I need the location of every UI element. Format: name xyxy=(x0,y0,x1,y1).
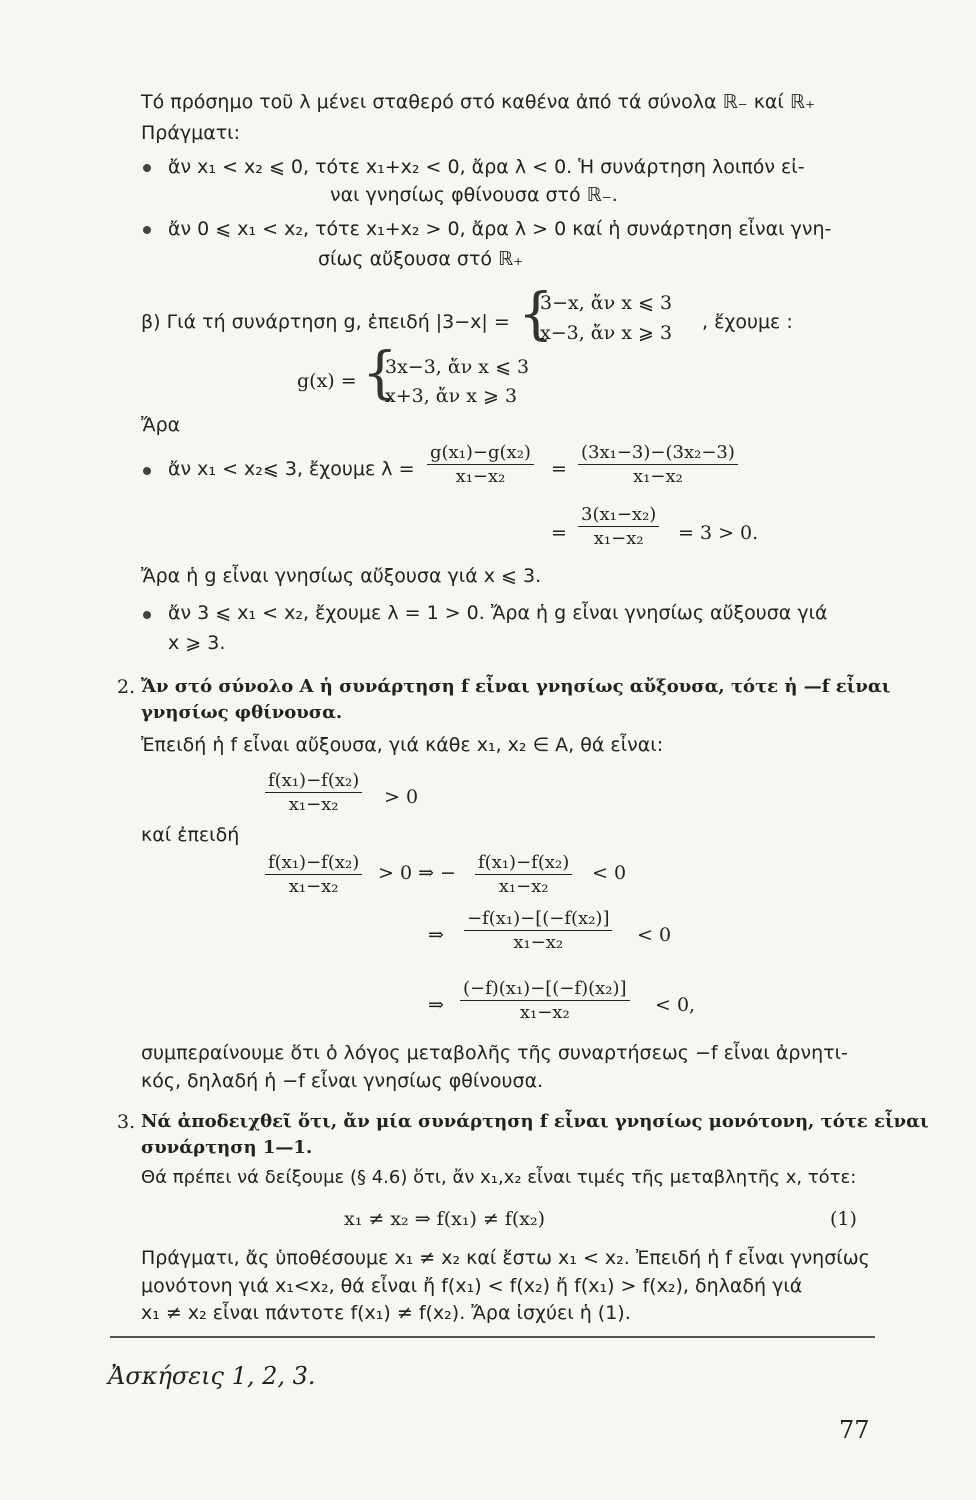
fraction xyxy=(460,978,630,1023)
fraction-denominator: x₁−x₂ xyxy=(455,466,506,487)
left-brace-icon: { xyxy=(362,341,398,406)
abs-case-2: x−3, ἄν x ⩾ 3 xyxy=(540,322,673,344)
fraction xyxy=(265,852,362,897)
section3-formula: x₁ ≠ x₂ ⇒ f(x₁) ≠ f(x₂) xyxy=(344,1208,546,1230)
fraction-numerator: (−f)(x₁)−[(−f)(x₂)] xyxy=(460,978,630,1001)
fraction-denominator: x₁−x₂ xyxy=(498,876,549,897)
fraction xyxy=(427,442,534,487)
section3-title-1: Νά ἀποδειχθεῖ ὅτι, ἄν μία συνάρτηση f εἶναι γνησίως μονότονη, τότε εἶναι xyxy=(141,1111,929,1132)
bullet3-text: ἄν x₁ < x₂⩽ 3, ἔχουμε λ = xyxy=(168,458,415,480)
bullet-icon xyxy=(143,467,151,475)
fraction-numerator: (3x₁−3)−(3x₂−3) xyxy=(578,442,738,465)
ara-label: Ἄρα xyxy=(141,414,181,436)
section2-conclusion-2: κός, δηλαδή ἡ −f εἶναι γνησίως φθίνουσα. xyxy=(141,1070,544,1092)
intro-line-1: Τό πρόσημο τοῦ λ μένει σταθερό στό καθένα ἀπό τά σύνολα ℝ₋ καί ℝ₊ xyxy=(141,91,815,113)
relation: > 0 ⇒ − xyxy=(378,862,456,884)
g-case-1: 3x−3, ἄν x ⩽ 3 xyxy=(385,356,530,378)
part-b-lead: β) Γιά τή συνάρτηση g, ἐπειδή |3−x| = xyxy=(141,311,510,333)
fraction xyxy=(464,908,612,953)
relation: < 0 xyxy=(592,862,627,884)
relation: < 0, xyxy=(655,994,696,1016)
g-lhs: g(x) = xyxy=(297,370,357,392)
section2-title-2: γνησίως φθίνουσα. xyxy=(141,702,343,723)
section2-number: 2. xyxy=(117,676,136,698)
bullet3-conclusion: Ἄρα ἡ g εἶναι γνησίως αὔξουσα γιά x ⩽ 3. xyxy=(141,565,542,587)
section2-title-1: Ἄν στό σύνολο Α ἡ συνάρτηση f εἶναι γνησίως αὔξουσα, τότε ἡ —f εἶναι xyxy=(141,676,891,697)
section3-number: 3. xyxy=(117,1111,136,1133)
divider xyxy=(110,1336,875,1338)
abs-case-1: 3−x, ἄν x ⩽ 3 xyxy=(540,292,673,314)
part-b-tail: , ἔχουμε : xyxy=(702,311,793,333)
intro-line-2: Πράγματι: xyxy=(141,122,240,144)
equals-sign: = xyxy=(551,458,567,480)
section3-title-2: συνάρτηση 1—1. xyxy=(141,1137,313,1158)
fraction-numerator: f(x₁)−f(x₂) xyxy=(265,770,362,793)
fraction-denominator: x₁−x₂ xyxy=(633,466,683,487)
fraction-denominator: x₁−x₂ xyxy=(288,876,339,897)
section3-text: Θά πρέπει νά δείξουμε (§ 4.6) ὅτι, ἄν x₁,x₂ εἶναι τιμές τῆς μεταβλητῆς x, τότε: xyxy=(141,1167,857,1188)
section2-conclusion-1: συμπεραίνουμε ὅτι ὁ λόγος μεταβολῆς τῆς συναρτήσεως −f εἶναι ἀρνητι- xyxy=(141,1042,848,1064)
implies-icon: ⇒ xyxy=(428,994,444,1016)
fraction xyxy=(475,852,572,897)
bullet2-line-2: σίως αὔξουσα στό ℝ₊ xyxy=(318,248,524,270)
fraction-numerator: f(x₁)−f(x₂) xyxy=(265,852,362,875)
fraction-numerator: f(x₁)−f(x₂) xyxy=(475,852,572,875)
implies-icon: ⇒ xyxy=(428,924,444,946)
formula-number: (1) xyxy=(830,1208,857,1230)
fraction-denominator: x₁−x₂ xyxy=(513,932,564,953)
relation: > 0 xyxy=(384,786,419,808)
fraction-numerator: 3(x₁−x₂) xyxy=(578,504,659,527)
equals-sign: = xyxy=(551,522,567,544)
fraction-numerator: g(x₁)−g(x₂) xyxy=(427,442,534,465)
exercises-reference: Ἀσκήσεις 1, 2, 3. xyxy=(108,1362,316,1390)
fraction-denominator: x₁−x₂ xyxy=(519,1002,570,1023)
section3-paragraph-2: μονότονη γιά x₁<x₂, θά εἶναι ἤ f(x₁) < f(x₂) ἤ f(x₁) > f(x₂), δηλαδή γιά xyxy=(141,1275,803,1297)
bullet-icon xyxy=(143,164,151,172)
bullet-icon xyxy=(143,226,151,234)
fraction-numerator: −f(x₁)−[(−f(x₂)] xyxy=(464,908,612,931)
bullet-icon xyxy=(143,611,151,619)
bullet4-line-2: x ⩾ 3. xyxy=(168,632,226,654)
fraction xyxy=(265,770,362,815)
result: = 3 > 0. xyxy=(678,522,759,544)
bullet4-line-1: ἄν 3 ⩽ x₁ < x₂, ἔχουμε λ = 1 > 0. Ἄρα ἡ g εἶναι γνησίως αὔξουσα γιά xyxy=(168,602,828,624)
fraction-denominator: x₁−x₂ xyxy=(593,528,644,549)
kai-epeidi: καί ἐπειδή xyxy=(141,824,240,846)
bullet1-line-2: ναι γνησίως φθίνουσα στό ℝ₋. xyxy=(330,184,618,206)
section3-paragraph-1: Πράγματι, ἄς ὑποθέσουμε x₁ ≠ x₂ καί ἔστω x₁ < x₂. Ἐπειδή ἡ f εἶναι γνησίως xyxy=(141,1247,870,1269)
fraction xyxy=(578,442,738,487)
g-case-2: x+3, ἄν x ⩾ 3 xyxy=(385,385,518,407)
fraction-denominator: x₁−x₂ xyxy=(288,794,339,815)
bullet1-line-1: ἄν x₁ < x₂ ⩽ 0, τότε x₁+x₂ < 0, ἄρα λ < 0. Ἡ συνάρτηση λοιπόν εἰ- xyxy=(168,156,805,178)
section2-text: Ἐπειδή ἡ f εἶναι αὔξουσα, γιά κάθε x₁, x₂ ∈ Α, θά εἶναι: xyxy=(141,734,664,756)
page-number: 77 xyxy=(839,1416,870,1444)
left-brace-icon: { xyxy=(518,282,554,347)
relation: < 0 xyxy=(637,924,672,946)
bullet2-line-1: ἄν 0 ⩽ x₁ < x₂, τότε x₁+x₂ > 0, ἄρα λ > 0 καί ἡ συνάρτηση εἶναι γνη- xyxy=(168,218,832,240)
fraction xyxy=(578,504,659,549)
section3-paragraph-3: x₁ ≠ x₂ εἶναι πάντοτε f(x₁) ≠ f(x₂). Ἄρα ἰσχύει ἡ (1). xyxy=(141,1302,631,1324)
